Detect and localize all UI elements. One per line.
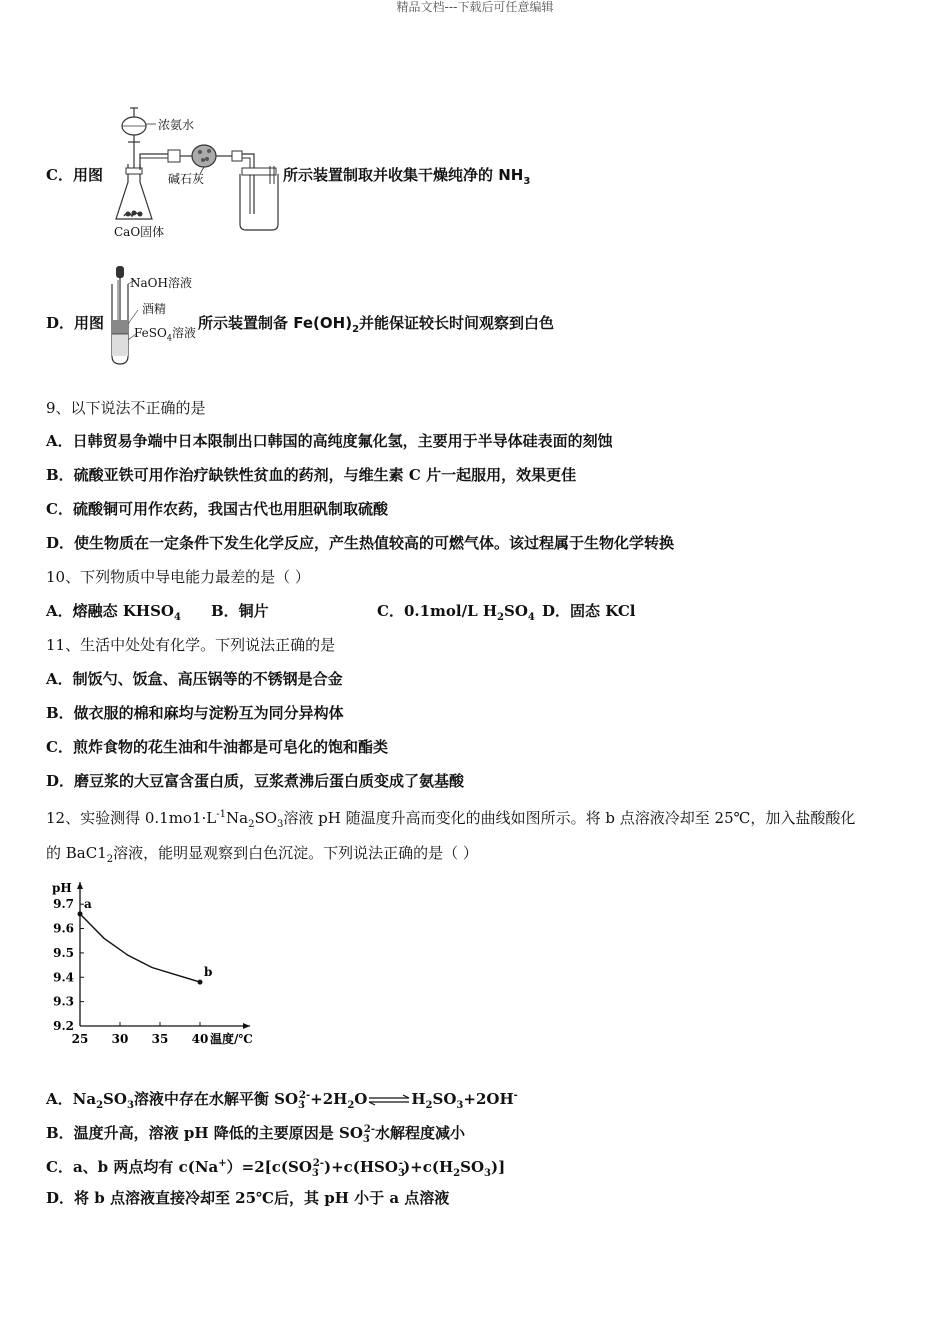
q12-c-mid4: SO [460, 1158, 485, 1176]
page-header: 精品文档---下载后可任意编辑 [396, 0, 554, 14]
q12-option-b [46, 1120, 465, 1150]
y-tick-label: 9.7 [53, 897, 74, 912]
q12-a-sub2: 3 [126, 1100, 134, 1111]
feoh2-apparatus-figure [108, 264, 198, 372]
q9-option-d: D．使生物质在一定条件下发生化学反应，产生热值较高的可燃气体。该过程属于生物化学转换 [46, 534, 675, 552]
q12-s1-sup: -1 [216, 809, 226, 820]
q12-s2-sub: 2 [106, 854, 114, 865]
q12-c-sub4: 2 [453, 1168, 461, 1179]
q12-stem-line2 [46, 843, 478, 870]
q8-option-c-text [283, 165, 530, 192]
y-axis-label: pH [52, 881, 72, 895]
q9-stem: 9、以下说法不正确的是 [46, 399, 206, 417]
feso4-post: 溶液 [171, 326, 196, 340]
q11-option-d: D．磨豆浆的大豆富含蛋白质，豆浆煮沸后蛋白质变成了氨基酸 [46, 772, 465, 790]
q12-b-post: 水解程度减小 [374, 1124, 465, 1142]
data-point-label-a: a [84, 896, 92, 911]
q12-s1-sub1: 2 [248, 819, 255, 830]
y-tick-label: 9.2 [53, 1019, 74, 1033]
q10-stem: 10、下列物质中导电能力最差的是（ ） [46, 568, 310, 586]
q12-c-post: )] [490, 1158, 506, 1176]
q12-a-mid5: H [411, 1090, 426, 1108]
y-tick-label: 9.5 [53, 945, 74, 960]
q8-c-text-sub: 3 [523, 176, 531, 187]
q11-stem: 11、生活中处处有化学。下列说法正确的是 [46, 636, 336, 654]
q10-c-sub2: 4 [527, 612, 535, 623]
q12-a-sub1: 2 [96, 1100, 104, 1111]
q12-a-mid1: SO [103, 1090, 127, 1108]
x-tick-label: 25 [71, 1032, 89, 1046]
q11-option-c: C．煎炸食物的花生油和牛油都是可皂化的饱和酯类 [46, 738, 388, 756]
q8-option-c-prefix: C．用图 [46, 166, 103, 184]
label-ammonia-water: 浓氨水 [158, 118, 195, 132]
label-alcohol: 酒精 [142, 302, 167, 316]
q8-d-text-main: 所示装置制备 Fe(OH) [198, 314, 353, 332]
q12-a-sup7: - [513, 1090, 518, 1101]
q10-option-b: B．铜片 [211, 602, 269, 620]
q12-s2-post: 溶液，能明显观察到白色沉淀。下列说法正确的是（ ） [113, 844, 478, 862]
q12-a-sup3: 2- [299, 1090, 311, 1101]
q12-s2-pre: 的 BaC1 [46, 844, 107, 862]
q8-d-text-post: 并能保证较长时间观察到白色 [359, 314, 555, 332]
q12-a-mid6: SO [432, 1090, 457, 1108]
q12-a-sub5: 2 [425, 1100, 433, 1111]
q10-option-a [46, 601, 181, 628]
label-soda-lime: 碱石灰 [168, 172, 205, 186]
q12-c-sup3: - [398, 1158, 404, 1169]
q12-c-sub3: 3 [397, 1168, 405, 1179]
ph-chart-svg [40, 872, 260, 1058]
q12-a-pre: A．Na [46, 1090, 97, 1108]
q12-c-sub5: 3 [484, 1168, 491, 1179]
q10-a-text: A．熔融态 KHSO [46, 602, 174, 620]
q12-s1-post: 溶液 pH 随温度升高而变化的曲线如图所示。将 b 点溶液冷却至 25℃，加入盐酸酸化 [283, 809, 856, 827]
q12-a-sub3: 3 [298, 1100, 306, 1111]
q10-option-c [377, 601, 535, 628]
q12-c-mid2: )+c(HSO [323, 1158, 398, 1176]
q12-stem-line1 [46, 805, 855, 835]
q11-option-a: A．制饭勺、饭盒、高压锅等的不锈钢是合金 [46, 670, 343, 688]
q8-c-text-main: 所示装置制取并收集干燥纯净的 NH [283, 166, 524, 184]
q12-b-sub: 3 [362, 1134, 370, 1145]
feso4-pre: FeSO [134, 326, 167, 340]
x-tick-label: 30 [111, 1032, 129, 1046]
feso4-sub: 4 [166, 333, 172, 343]
q10-c-sub1: 2 [497, 612, 504, 623]
q9-option-c: C．硫酸铜可用作农药，我国古代也用胆矾制取硫酸 [46, 500, 388, 518]
q8-option-d-prefix: D．用图 [46, 314, 105, 332]
label-cao-solid: CaO固体 [114, 225, 165, 239]
q9-option-b: B．硫酸亚铁可用作治疗缺铁性贫血的药剂，与维生素 C 片一起服用，效果更佳 [46, 466, 577, 484]
q12-s1-mid1: Na [226, 809, 249, 827]
ph-temperature-chart [40, 872, 260, 1062]
q12-option-d: D．将 b 点溶液直接冷却至 25℃后，其 pH 小于 a 点溶液 [46, 1189, 450, 1207]
q12-a-mid7: +2OH [463, 1090, 514, 1108]
data-point-label-b: b [204, 965, 213, 980]
q8-option-d-text [198, 313, 554, 340]
q12-a-mid3: +2H [310, 1090, 348, 1108]
ph-curve-line [80, 914, 200, 982]
q12-c-pre: C．a、b 两点均有 c(Na [46, 1158, 219, 1176]
data-point-a [78, 911, 83, 916]
q12-c-mid3: )+c(H [403, 1158, 454, 1176]
q12-a-mid2: 溶液中存在水解平衡 SO [133, 1090, 299, 1108]
q12-a-sub6: 3 [456, 1100, 464, 1111]
ammonia-apparatus-figure [108, 104, 283, 246]
y-axis-arrow [77, 882, 83, 889]
q11-option-b: B．做衣服的棉和麻均与淀粉互为同分异构体 [46, 704, 344, 722]
q10-option-d: D．固态 KCl [542, 602, 636, 620]
q12-s1-sub2: 3 [277, 819, 284, 830]
x-axis-label: 温度/℃ [210, 1032, 253, 1046]
q10-c-mid: SO [504, 602, 528, 620]
q12-c-sup2: 2- [312, 1158, 324, 1169]
x-tick-label: 35 [151, 1032, 169, 1046]
q12-b-sup: 2- [363, 1124, 375, 1135]
label-feso4-solution [134, 324, 196, 342]
y-tick-label: 9.4 [53, 970, 74, 985]
q12-s1-mid2: SO [254, 809, 278, 827]
q12-b-pre: B．温度升高，溶液 pH 降低的主要原因是 SO [46, 1124, 363, 1142]
q12-c-sup1: + [218, 1158, 227, 1169]
x-axis-arrow [243, 1023, 250, 1029]
y-tick-label: 9.3 [53, 994, 74, 1009]
q8-d-text-sub: 2 [352, 324, 360, 335]
equilibrium-arrow-icon [367, 1094, 411, 1106]
q10-a-sub: 4 [173, 612, 181, 623]
q12-s1-pre: 12、实验测得 0.1mo1·L [46, 809, 217, 827]
data-point-b [198, 980, 203, 985]
y-tick-label: 9.6 [53, 921, 74, 936]
x-tick-label: 40 [191, 1032, 209, 1046]
q12-option-a [46, 1086, 518, 1116]
q9-option-a: A．日韩贸易争端中日本限制出口韩国的高纯度氟化氢，主要用于半导体硅表面的刻蚀 [46, 432, 613, 450]
q12-c-sub2: 3 [311, 1168, 319, 1179]
q12-c-mid1: ）=2[c(SO [226, 1158, 312, 1176]
q10-c-text: C．0.1mol/L H [377, 602, 498, 620]
q12-a-sub4: 2 [347, 1100, 355, 1111]
q12-option-c [46, 1154, 505, 1184]
q12-a-mid4: O [354, 1090, 368, 1108]
label-naoh-solution: NaOH溶液 [130, 276, 192, 290]
